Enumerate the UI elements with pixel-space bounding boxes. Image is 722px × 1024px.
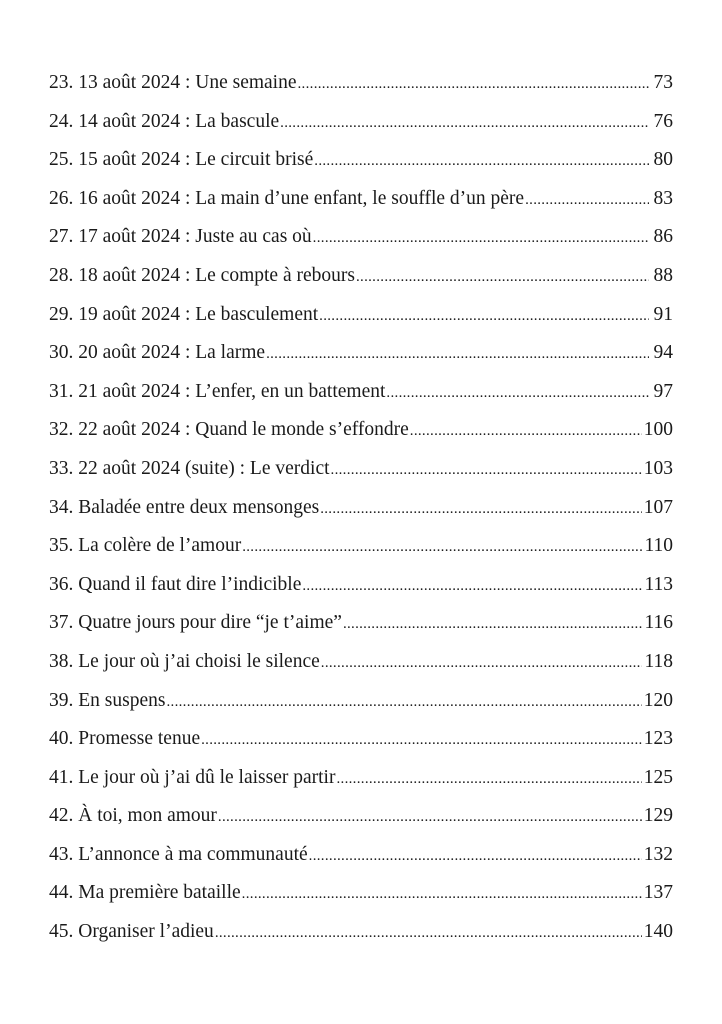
toc-entry [49, 218, 673, 257]
dot-leader [242, 528, 642, 566]
entry-page-number: 137 [643, 882, 673, 904]
dot-leader [331, 451, 642, 489]
dot-leader [242, 875, 642, 913]
entry-page-number: 113 [644, 573, 673, 595]
entry-title: 26. 16 août 2024 : La main d’une enfant, le souffle d’un père [49, 187, 525, 209]
toc-entry [49, 411, 673, 450]
entry-title: 39. En suspens [49, 689, 166, 711]
table-of-contents [49, 64, 673, 952]
entry-title: 24. 14 août 2024 : La bascule [49, 110, 280, 132]
toc-entry [49, 373, 673, 412]
dot-leader [321, 644, 643, 682]
toc-entry [49, 797, 673, 836]
entry-title: 40. Promesse tenue [49, 728, 201, 750]
toc-entry [49, 874, 673, 913]
toc-entry [49, 180, 673, 219]
toc-entry [49, 759, 673, 798]
entry-title: 28. 18 août 2024 : Le compte à rebours [49, 264, 355, 286]
entry-title: 35. La colère de l’amour [49, 535, 242, 557]
entry-title: 38. Le jour où j’ai choisi le silence [49, 650, 320, 672]
toc-entry [49, 682, 673, 721]
entry-page-number: 86 [653, 226, 673, 248]
entry-page-number: 107 [643, 496, 673, 518]
entry-title: 30. 20 août 2024 : La larme [49, 342, 266, 364]
toc-entry [49, 527, 673, 566]
dot-leader [215, 914, 642, 952]
dot-leader [313, 219, 649, 257]
dot-leader [218, 798, 642, 836]
dot-leader [302, 567, 642, 605]
dot-leader [314, 142, 649, 180]
entry-title: 29. 19 août 2024 : Le basculement [49, 303, 319, 325]
entry-title: 33. 22 août 2024 (suite) : Le verdict [49, 457, 330, 479]
dot-leader [309, 837, 642, 875]
dot-leader [336, 760, 641, 798]
dot-leader [166, 683, 641, 721]
toc-entry [49, 334, 673, 373]
dot-leader [410, 412, 642, 450]
entry-page-number: 88 [653, 264, 673, 286]
entry-page-number: 110 [644, 535, 673, 557]
entry-page-number: 91 [653, 303, 673, 325]
entry-page-number: 97 [653, 380, 673, 402]
entry-title: 36. Quand il faut dire l’indicible [49, 573, 302, 595]
entry-page-number: 94 [653, 342, 673, 364]
toc-entry [49, 836, 673, 875]
entry-title: 32. 22 août 2024 : Quand le monde s’effondre [49, 419, 409, 441]
entry-page-number: 116 [644, 612, 673, 634]
entry-page-number: 140 [643, 921, 673, 943]
dot-leader [356, 258, 649, 296]
toc-entry [49, 489, 673, 528]
toc-entry [49, 604, 673, 643]
toc-entry [49, 103, 673, 142]
toc-entry [49, 913, 673, 952]
entry-title: 25. 15 août 2024 : Le circuit brisé [49, 149, 314, 171]
toc-entry [49, 141, 673, 180]
entry-page-number: 120 [643, 689, 673, 711]
dot-leader [266, 335, 649, 373]
entry-page-number: 132 [643, 843, 673, 865]
entry-page-number: 80 [653, 149, 673, 171]
entry-title: 27. 17 août 2024 : Juste au cas où [49, 226, 312, 248]
entry-page-number: 76 [653, 110, 673, 132]
toc-entry [49, 720, 673, 759]
entry-title: 45. Organiser l’adieu [49, 921, 214, 943]
dot-leader [343, 605, 643, 643]
entry-page-number: 103 [643, 457, 673, 479]
entry-title: 31. 21 août 2024 : L’enfer, en un battement [49, 380, 386, 402]
dot-leader [386, 374, 649, 412]
dot-leader [319, 297, 649, 335]
toc-entry [49, 450, 673, 489]
entry-title: 23. 13 août 2024 : Une semaine [49, 72, 297, 93]
toc-entry [49, 64, 673, 103]
toc-entry [49, 643, 673, 682]
entry-page-number: 118 [644, 650, 673, 672]
entry-page-number: 125 [643, 766, 673, 788]
toc-entry [49, 257, 673, 296]
entry-title: 43. L’annonce à ma communauté [49, 843, 308, 865]
dot-leader [201, 721, 642, 759]
entry-title: 34. Baladée entre deux mensonges [49, 496, 320, 518]
entry-page-number: 100 [643, 419, 673, 441]
dot-leader [525, 181, 649, 219]
entry-title: 44. Ma première bataille [49, 882, 241, 904]
entry-page-number: 83 [653, 187, 673, 209]
dot-leader [280, 104, 649, 142]
dot-leader [320, 490, 642, 528]
entry-title: 37. Quatre jours pour dire “je t’aime” [49, 612, 342, 634]
toc-entry [49, 296, 673, 335]
entry-title: 41. Le jour où j’ai dû le laisser partir [49, 766, 336, 788]
entry-page-number: 123 [643, 728, 673, 750]
entry-page-number: 129 [643, 805, 673, 827]
toc-entry [49, 566, 673, 605]
dot-leader [298, 65, 650, 103]
entry-title: 42. À toi, mon amour [49, 805, 217, 827]
entry-page-number: 73 [653, 72, 673, 93]
